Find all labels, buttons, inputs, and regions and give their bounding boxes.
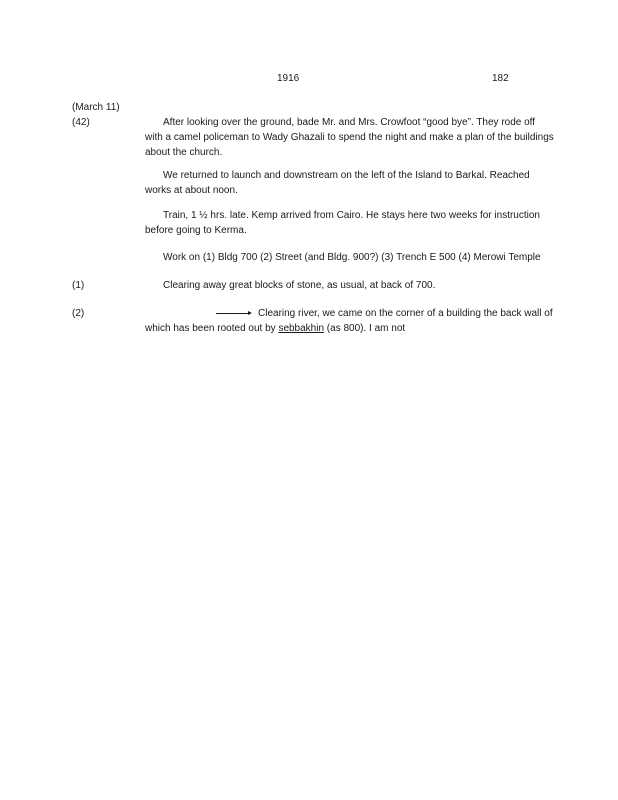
entry-text: Work on (1) Bldg 700 (2) Street (and Bldg. 900?) (3) Trench E 500 (4) Merowi Temple [163, 252, 541, 263]
entry-label: (1) [72, 280, 85, 291]
entry-text: Clearing river, we came on the corner of a building the back wall of which has been rooted out by [145, 308, 553, 334]
entry-paragraph [145, 115, 555, 160]
entry-label: (42) [72, 117, 90, 128]
entry-text-continued: (as 800). I am not [324, 323, 406, 334]
entry-label: (2) [72, 308, 85, 319]
entry-text: Train, 1 ½ hrs. late. Kemp arrived from Cairo. He stays here two weeks for instruction before going to Kerma. [145, 210, 540, 236]
entry-text: Clearing away great blocks of stone, as usual, at back of 700. [163, 280, 436, 291]
date-note: (March 11) [72, 102, 120, 113]
entry-paragraph [145, 250, 555, 265]
entry-paragraph [145, 208, 555, 238]
entry-paragraph [145, 306, 555, 336]
right-arrow-icon [216, 313, 250, 314]
entry-text: We returned to launch and downstream on the left of the Island to Barkal. Reached works at about noon. [145, 170, 530, 196]
entry-paragraph [145, 278, 555, 293]
underlined-word: sebbakhin [278, 323, 325, 334]
header-page-number: 182 [492, 73, 509, 84]
entry-paragraph [145, 168, 555, 198]
header-year: 1916 [277, 73, 300, 84]
entry-text: After looking over the ground, bade Mr. and Mrs. Crowfoot “good bye”. They rode off with a camel policeman to Wady Ghazali to spend the night and make a plan of the buildings about the church. [145, 117, 554, 158]
